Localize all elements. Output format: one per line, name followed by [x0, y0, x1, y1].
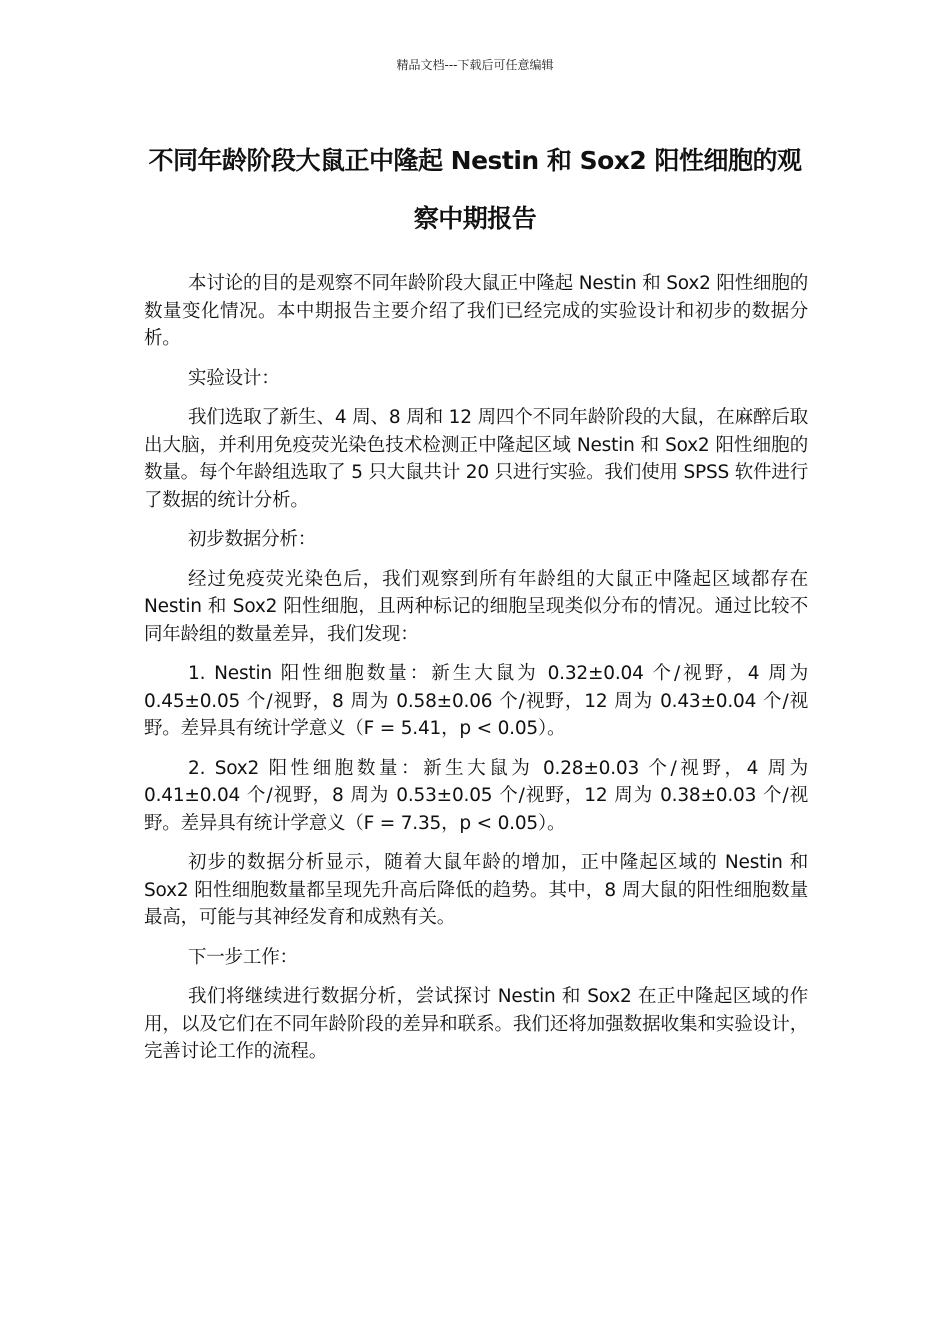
page-header: 精品文档---下载后可任意编辑 [396, 58, 554, 72]
section-heading-analysis: 初步数据分析： [188, 529, 317, 550]
analysis-paragraph: 经过免疫荧光染色后，我们观察到所有年龄组的大鼠正中隆起区域都存在 Nestin 和 Sox2 阳性细胞，且两种标记的细胞呈现类似分布的情况。通过比较不同年龄组的数量差异，我们发现： [144, 568, 808, 645]
document-body [144, 270, 808, 1078]
section-heading-design: 实验设计： [188, 367, 280, 389]
design-paragraph: 我们选取了新生、4 周、8 周和 12 周四个不同年龄阶段的大鼠，在麻醉后取出大脑，并利用免疫荧光染色技术检测正中隆起区域 Nestin 和 Sox2 阳性细胞的数量。每个年龄组选取了 5 只大鼠共计 20 只进行实验。我们使用 SPSS 软件进行了数据的统计分析。 [144, 407, 808, 511]
section-heading-next-steps: 下一步工作： [188, 946, 298, 968]
summary-paragraph: 初步的数据分析显示，随着大鼠年龄的增加，正中隆起区域的 Nestin 和 Sox2 阳性细胞数量都呈现先升高后降低的趋势。其中，8 周大鼠的阳性细胞数量最高，可能与其神经发育和成熟有关。 [144, 852, 808, 928]
document-title: 不同年龄阶段大鼠正中隆起 Nestin 和 Sox2 阳性细胞的观察中期报告 [148, 146, 802, 233]
nestin-result-item: 1. Nestin 阳性细胞数量：新生大鼠为 0.32±0.04 个/视野，4 周为 0.45±0.05 个/视野，8 周为 0.58±0.06 个/视野，12 周为 0.43±0.04 个/视野。差异具有统计学意义（F = 5.41，p < 0.05）。 [144, 663, 808, 739]
next-steps-paragraph: 我们将继续进行数据分析，尝试探讨 Nestin 和 Sox2 在正中隆起区域的作用，以及它们在不同年龄阶段的差异和联系。我们还将加强数据收集和实验设计，完善讨论工作的流程。 [144, 986, 808, 1062]
sox2-result-item: 2. Sox2 阳性细胞数量：新生大鼠为 0.28±0.03 个/视野，4 周为 0.41±0.04 个/视野，8 周为 0.53±0.05 个/视野，12 周为 0.38±0.03 个/视野。差异具有统计学意义（F = 7.35，p < 0.05）。 [144, 757, 808, 834]
intro-paragraph: 本讨论的目的是观察不同年龄阶段大鼠正中隆起 Nestin 和 Sox2 阳性细胞的数量变化情况。本中期报告主要介绍了我们已经完成的实验设计和初步的数据分析。 [144, 273, 808, 349]
